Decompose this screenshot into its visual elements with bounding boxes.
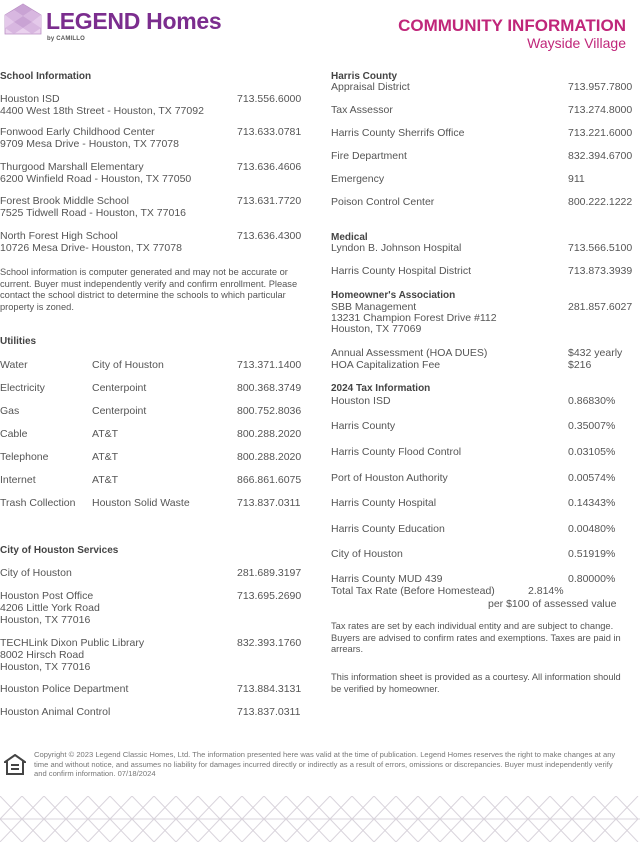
medical-section-title: Medical [331, 232, 368, 243]
hoa-assessment-value: $432 yearly [568, 347, 623, 359]
county-name: Poison Control Center [331, 196, 435, 208]
hoa-assessment-label: Annual Assessment (HOA DUES) [331, 347, 488, 359]
tax-rate: 0.86830% [568, 395, 616, 407]
tax-section-title: 2024 Tax Information [331, 383, 431, 394]
county-name: Tax Assessor [331, 104, 393, 116]
city-service-name: City of Houston [0, 567, 72, 579]
page-header [0, 0, 640, 60]
county-phone: 800.222.1222 [568, 196, 633, 208]
city-service-name: Houston Police Department [0, 683, 129, 695]
tax-rate: 0.14343% [568, 497, 616, 509]
tax-entity: Harris County [331, 420, 396, 432]
city-service-phone: 281.689.3197 [237, 567, 302, 579]
tax-entity: Harris County Education [331, 523, 445, 535]
school-address: 7525 Tidwell Road - Houston, TX 77016 [0, 207, 187, 219]
school-section-title: School Information [0, 71, 92, 82]
county-section-title: Harris County [331, 71, 398, 82]
city-service-address: 8002 Hirsch Road [0, 649, 85, 661]
utility-phone: 713.837.0311 [237, 497, 301, 509]
county-name: Emergency [331, 173, 385, 185]
utility-phone: 713.371.1400 [237, 359, 302, 371]
school-name: Houston ISD [0, 93, 60, 105]
hoa-section-title: Homeowner's Association [331, 290, 456, 301]
tax-rate: 0.03105% [568, 446, 616, 458]
county-name: Harris County Sherrifs Office [331, 127, 465, 139]
page-title: COMMUNITY INFORMATION [398, 16, 626, 35]
city-service-name: TECHLink Dixon Public Library [0, 637, 145, 649]
county-phone: 713.957.7800 [568, 81, 633, 93]
utility-type: Water [0, 359, 28, 371]
school-phone: 713.631.7720 [237, 195, 302, 207]
utility-phone: 800.368.3749 [237, 382, 302, 394]
hoa-cap-fee-value: $216 [568, 359, 592, 371]
city-service-phone: 713.837.0311 [237, 706, 301, 718]
brand-sub: by CAMILLO [47, 36, 85, 42]
brand-name: LEGEND Homes [46, 8, 222, 34]
city-service-phone: 832.393.1760 [237, 637, 302, 649]
tax-entity: Port of Houston Authority [331, 472, 448, 484]
tax-entity: Houston ISD [331, 395, 391, 407]
utility-type: Telephone [0, 451, 49, 463]
school-phone: 713.556.6000 [237, 93, 302, 105]
community-name: Wayside Village [527, 35, 626, 51]
utility-provider: City of Houston [92, 359, 164, 371]
utility-phone: 800.752.8036 [237, 405, 302, 417]
utility-type: Electricity [0, 382, 45, 394]
school-address: 9709 Mesa Drive - Houston, TX 77078 [0, 138, 179, 150]
city-section-title: City of Houston Services [0, 545, 119, 556]
city-service-phone: 713.695.2690 [237, 590, 302, 602]
medical-name: Harris County Hospital District [331, 265, 472, 277]
utility-type: Cable [0, 428, 28, 440]
school-address: 10726 Mesa Drive- Houston, TX 77078 [0, 242, 182, 254]
legend-house-logo-icon [4, 3, 42, 35]
school-note: School information is computer generated and may not be accurate or current. Buyer must independently verify and confirm enrollment. Please contact the school district to determine the schools to which particular property is zoned. [0, 267, 298, 312]
tax-entity: Harris County MUD 439 [331, 573, 443, 585]
tax-rate: 0.00574% [568, 472, 616, 484]
city-service-phone: 713.884.3131 [237, 683, 302, 695]
city-service-address: Houston, TX 77016 [0, 661, 91, 673]
tax-rate: 0.35007% [568, 420, 616, 432]
county-name: Appraisal District [331, 81, 410, 93]
tax-rate: 0.00480% [568, 523, 616, 535]
courtesy-note: This information sheet is provided as a courtesy. All information should be verified by homeowner. [331, 672, 621, 694]
utility-provider: AT&T [92, 474, 119, 486]
school-name: Fonwood Early Childhood Center [0, 126, 155, 138]
hoa-address: 13231 Champion Forest Drive #112 [331, 312, 497, 324]
county-name: Fire Department [331, 150, 407, 162]
utilities-section-title: Utilities [0, 336, 37, 347]
utility-phone: 800.288.2020 [237, 428, 302, 440]
tax-per-label: per $100 of assessed value [488, 598, 617, 610]
tax-rate: 0.51919% [568, 548, 616, 560]
utility-type: Internet [0, 474, 36, 486]
utility-provider: Centerpoint [92, 382, 147, 394]
utility-phone: 800.288.2020 [237, 451, 302, 463]
medical-phone: 713.873.3939 [568, 265, 633, 277]
school-phone: 713.633.0781 [237, 126, 302, 138]
copyright-text: Copyright © 2023 Legend Classic Homes, Ltd. The information presented here was valid at the time of publication. Legend Homes reserves the right to make changes at any time and without notice, and assumes no liability for damages incurred directly or indirectly as a result of errors, omissions or discrepancies. Buyer must independently verify and confirm information. 07/18/2024 [34, 750, 616, 778]
county-phone: 713.274.8000 [568, 104, 633, 116]
utility-type: Trash Collection [0, 497, 76, 509]
equal-housing-opportunity-icon [4, 754, 26, 776]
county-phone: 911 [568, 173, 585, 185]
utility-type: Gas [0, 405, 20, 417]
city-service-name: Houston Post Office [0, 590, 94, 602]
tax-entity: Harris County Hospital [331, 497, 437, 509]
city-service-name: Houston Animal Control [0, 706, 111, 718]
tax-total-value: 2.814% [528, 585, 564, 597]
city-service-address: Houston, TX 77016 [0, 614, 91, 626]
school-name: North Forest High School [0, 230, 118, 242]
tax-entity: City of Houston [331, 548, 403, 560]
hoa-phone: 281.857.6027 [568, 301, 633, 313]
utility-provider: AT&T [92, 451, 119, 463]
school-phone: 713.636.4606 [237, 161, 302, 173]
utility-phone: 866.861.6075 [237, 474, 302, 486]
tax-rate: 0.80000% [568, 573, 616, 585]
utility-provider: AT&T [92, 428, 119, 440]
decorative-pattern [0, 796, 640, 842]
school-name: Thurgood Marshall Elementary [0, 161, 144, 173]
utility-provider: Centerpoint [92, 405, 147, 417]
school-name: Forest Brook Middle School [0, 195, 129, 207]
hoa-cap-fee-label: HOA Capitalization Fee [331, 359, 441, 371]
medical-name: Lyndon B. Johnson Hospital [331, 242, 462, 254]
tax-total-label: Total Tax Rate (Before Homestead) [331, 585, 495, 597]
county-phone: 832.394.6700 [568, 150, 633, 162]
tax-note: Tax rates are set by each individual entity and are subject to change. Buyers are advised to confirm rates and exemptions. Taxes are paid in arrears. [331, 621, 621, 654]
hoa-name: SBB Management [331, 301, 417, 313]
utility-provider: Houston Solid Waste [92, 497, 190, 509]
city-service-address: 4206 Little York Road [0, 602, 100, 614]
school-address: 4400 West 18th Street - Houston, TX 77092 [0, 105, 204, 117]
tax-entity: Harris County Flood Control [331, 446, 462, 458]
school-phone: 713.636.4300 [237, 230, 302, 242]
hoa-address: Houston, TX 77069 [331, 323, 422, 335]
county-phone: 713.221.6000 [568, 127, 633, 139]
school-address: 6200 Winfield Road - Houston, TX 77050 [0, 173, 192, 185]
medical-phone: 713.566.5100 [568, 242, 633, 254]
